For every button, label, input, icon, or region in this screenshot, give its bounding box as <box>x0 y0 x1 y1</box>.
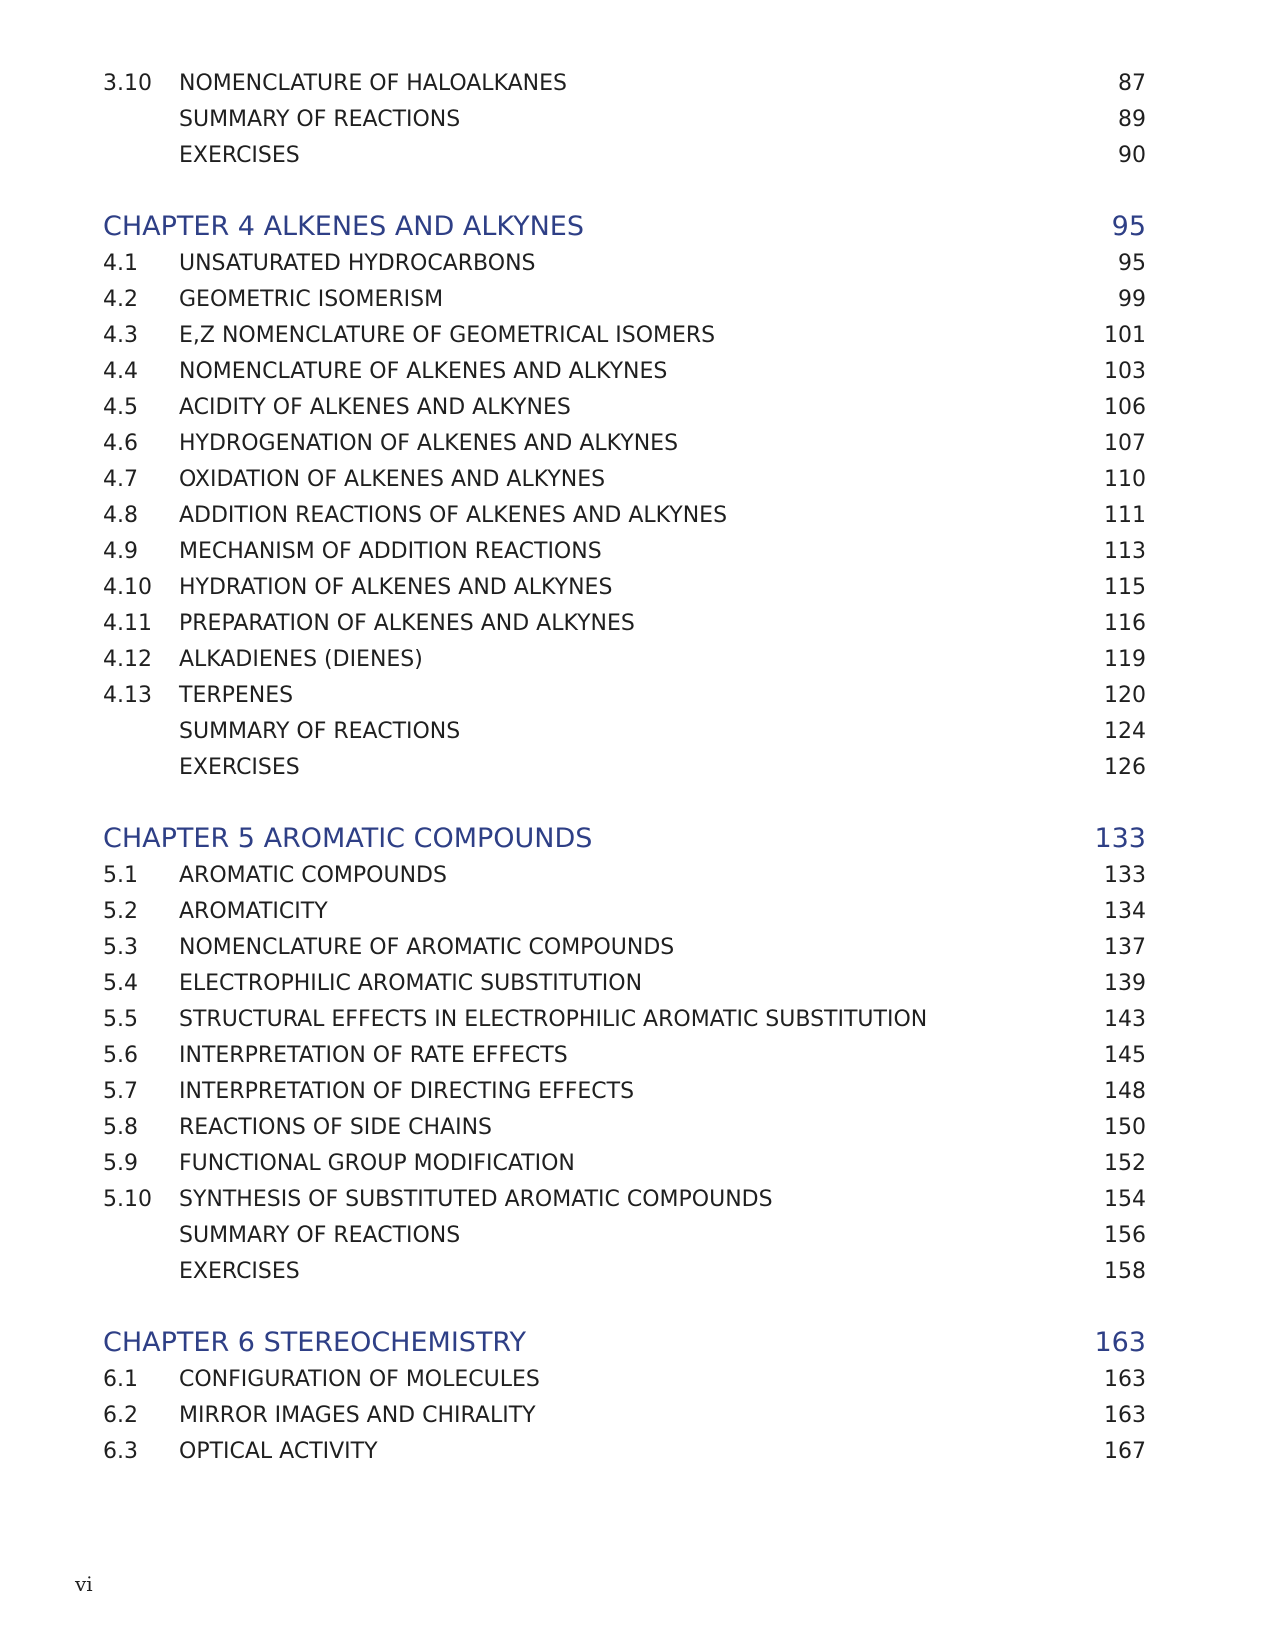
toc-entry[interactable] <box>103 102 1146 138</box>
toc-entry[interactable] <box>103 1110 1146 1146</box>
chapter-heading-4[interactable] <box>103 208 1146 246</box>
section-title: NOMENCLATURE OF ALKENES AND ALKYNES <box>179 359 668 384</box>
page-number: 156 <box>1104 1223 1146 1248</box>
page-number: 134 <box>1104 899 1146 924</box>
section-number: 4.10 <box>103 575 152 600</box>
section-title: E,Z NOMENCLATURE OF GEOMETRICAL ISOMERS <box>179 323 716 348</box>
section-title: ELECTROPHILIC AROMATIC SUBSTITUTION <box>179 971 643 996</box>
toc-entry[interactable] <box>103 1038 1146 1074</box>
section-number: 5.1 <box>103 863 138 888</box>
section-number: 4.5 <box>103 395 138 420</box>
section-title: SUMMARY OF REACTIONS <box>179 107 461 132</box>
section-title: SUMMARY OF REACTIONS <box>179 719 461 744</box>
section-number: 4.9 <box>103 539 138 564</box>
section-number: 6.2 <box>103 1403 138 1428</box>
section-title: INTERPRETATION OF RATE EFFECTS <box>179 1043 568 1068</box>
section-title: OXIDATION OF ALKENES AND ALKYNES <box>179 467 606 492</box>
toc-entry[interactable] <box>103 1074 1146 1110</box>
section-number: 6.1 <box>103 1367 138 1392</box>
toc-entry[interactable] <box>103 606 1146 642</box>
section-number: 6.3 <box>103 1439 138 1464</box>
toc-entry[interactable] <box>103 570 1146 606</box>
section-number: 4.4 <box>103 359 138 384</box>
section-number: 4.3 <box>103 323 138 348</box>
page-folio: vi <box>75 1572 93 1596</box>
section-number: 5.8 <box>103 1115 138 1140</box>
section-number: 5.6 <box>103 1043 138 1068</box>
section-title: ALKADIENES (DIENES) <box>179 647 423 672</box>
page-number: 120 <box>1104 683 1146 708</box>
section-number: 5.7 <box>103 1079 138 1104</box>
page-number: 87 <box>1118 71 1146 96</box>
section-title: EXERCISES <box>179 1259 300 1284</box>
section-title: AROMATICITY <box>179 899 328 924</box>
section-number: 5.5 <box>103 1007 138 1032</box>
section-title: CONFIGURATION OF MOLECULES <box>179 1367 540 1392</box>
toc-entry[interactable] <box>103 714 1146 750</box>
section-number: 4.12 <box>103 647 152 672</box>
toc-entry[interactable] <box>103 246 1146 282</box>
page-number: 124 <box>1104 719 1146 744</box>
toc-entry[interactable] <box>103 354 1146 390</box>
page-number: 126 <box>1104 755 1146 780</box>
page-number: 148 <box>1104 1079 1146 1104</box>
chapter-heading-5[interactable] <box>103 820 1146 858</box>
table-of-contents <box>103 66 1146 1470</box>
section-number: 4.1 <box>103 251 138 276</box>
toc-entry[interactable] <box>103 1002 1146 1038</box>
page-number: 154 <box>1104 1187 1146 1212</box>
toc-entry[interactable] <box>103 1146 1146 1182</box>
page-number: 145 <box>1104 1043 1146 1068</box>
page-number: 167 <box>1104 1439 1146 1464</box>
page-number: 143 <box>1104 1007 1146 1032</box>
chapter-heading-6[interactable] <box>103 1324 1146 1362</box>
section-title: TERPENES <box>179 683 294 708</box>
page-number: 89 <box>1118 107 1146 132</box>
toc-entry[interactable] <box>103 282 1146 318</box>
toc-entry[interactable] <box>103 1434 1146 1470</box>
page-number: 158 <box>1104 1259 1146 1284</box>
section-number: 4.11 <box>103 611 152 636</box>
section-title: NOMENCLATURE OF HALOALKANES <box>179 71 567 96</box>
section-title: UNSATURATED HYDROCARBONS <box>179 251 536 276</box>
page-number: 150 <box>1104 1115 1146 1140</box>
toc-entry[interactable] <box>103 462 1146 498</box>
page-number: 106 <box>1104 395 1146 420</box>
section-title: AROMATIC COMPOUNDS <box>179 863 447 888</box>
page-number: 152 <box>1104 1151 1146 1176</box>
page-number: 163 <box>1104 1367 1146 1392</box>
section-title: STRUCTURAL EFFECTS IN ELECTROPHILIC AROMATIC SUBSTITUTION <box>179 1007 928 1032</box>
section-title: REACTIONS OF SIDE CHAINS <box>179 1115 492 1140</box>
section-title: EXERCISES <box>179 755 300 780</box>
page-number: 115 <box>1104 575 1146 600</box>
section-title: MIRROR IMAGES AND CHIRALITY <box>179 1403 536 1428</box>
page-number: 139 <box>1104 971 1146 996</box>
toc-entry[interactable] <box>103 138 1146 174</box>
page-number: 107 <box>1104 431 1146 456</box>
toc-entry[interactable] <box>103 390 1146 426</box>
section-title: PREPARATION OF ALKENES AND ALKYNES <box>179 611 635 636</box>
toc-entry[interactable] <box>103 966 1146 1002</box>
section-number: 5.10 <box>103 1187 152 1212</box>
section-title: GEOMETRIC ISOMERISM <box>179 287 444 312</box>
section-number: 5.9 <box>103 1151 138 1176</box>
section-title: NOMENCLATURE OF AROMATIC COMPOUNDS <box>179 935 675 960</box>
page-number: 163 <box>1104 1403 1146 1428</box>
section-title: ADDITION REACTIONS OF ALKENES AND ALKYNES <box>179 503 728 528</box>
page-number: 101 <box>1104 323 1146 348</box>
section-number: 4.2 <box>103 287 138 312</box>
toc-entry[interactable] <box>103 1254 1146 1290</box>
page-number: 113 <box>1104 539 1146 564</box>
toc-entry[interactable] <box>103 894 1146 930</box>
section-number: 5.4 <box>103 971 138 996</box>
section-title: HYDROGENATION OF ALKENES AND ALKYNES <box>179 431 679 456</box>
chapter-page-number: 133 <box>1094 823 1146 854</box>
section-title: INTERPRETATION OF DIRECTING EFFECTS <box>179 1079 635 1104</box>
toc-entry[interactable] <box>103 66 1146 102</box>
section-number: 3.10 <box>103 71 152 96</box>
section-title: SUMMARY OF REACTIONS <box>179 1223 461 1248</box>
page-number: 90 <box>1118 143 1146 168</box>
page-number: 133 <box>1104 863 1146 888</box>
chapter-title: CHAPTER 5 AROMATIC COMPOUNDS <box>103 823 593 854</box>
section-number: 5.3 <box>103 935 138 960</box>
toc-entry[interactable] <box>103 1362 1146 1398</box>
page-number: 137 <box>1104 935 1146 960</box>
section-title: EXERCISES <box>179 143 300 168</box>
section-number: 4.8 <box>103 503 138 528</box>
toc-entry[interactable] <box>103 750 1146 786</box>
toc-entry[interactable] <box>103 1218 1146 1254</box>
section-title: HYDRATION OF ALKENES AND ALKYNES <box>179 575 613 600</box>
page-number: 111 <box>1104 503 1146 528</box>
section-number: 5.2 <box>103 899 138 924</box>
chapter-page-number: 163 <box>1094 1327 1146 1358</box>
section-title: MECHANISM OF ADDITION REACTIONS <box>179 539 602 564</box>
section-title: OPTICAL ACTIVITY <box>179 1439 378 1464</box>
toc-entry[interactable] <box>103 426 1146 462</box>
section-title: ACIDITY OF ALKENES AND ALKYNES <box>179 395 571 420</box>
section-number: 4.13 <box>103 683 152 708</box>
toc-entry[interactable] <box>103 318 1146 354</box>
section-title: FUNCTIONAL GROUP MODIFICATION <box>179 1151 575 1176</box>
page-number: 119 <box>1104 647 1146 672</box>
page-number: 110 <box>1104 467 1146 492</box>
page-number: 116 <box>1104 611 1146 636</box>
toc-entry[interactable] <box>103 678 1146 714</box>
toc-entry[interactable] <box>103 642 1146 678</box>
chapter-page-number: 95 <box>1111 211 1146 242</box>
toc-entry[interactable] <box>103 498 1146 534</box>
section-number: 4.6 <box>103 431 138 456</box>
page-number: 99 <box>1118 287 1146 312</box>
toc-entry[interactable] <box>103 534 1146 570</box>
section-number: 4.7 <box>103 467 138 492</box>
toc-entry[interactable] <box>103 930 1146 966</box>
page-number: 95 <box>1118 251 1146 276</box>
page-number: 103 <box>1104 359 1146 384</box>
toc-entry[interactable] <box>103 1398 1146 1434</box>
section-title: SYNTHESIS OF SUBSTITUTED AROMATIC COMPOUNDS <box>179 1187 773 1212</box>
chapter-title: CHAPTER 6 STEREOCHEMISTRY <box>103 1327 526 1358</box>
toc-entry[interactable] <box>103 858 1146 894</box>
toc-entry[interactable] <box>103 1182 1146 1218</box>
chapter-title: CHAPTER 4 ALKENES AND ALKYNES <box>103 211 585 242</box>
